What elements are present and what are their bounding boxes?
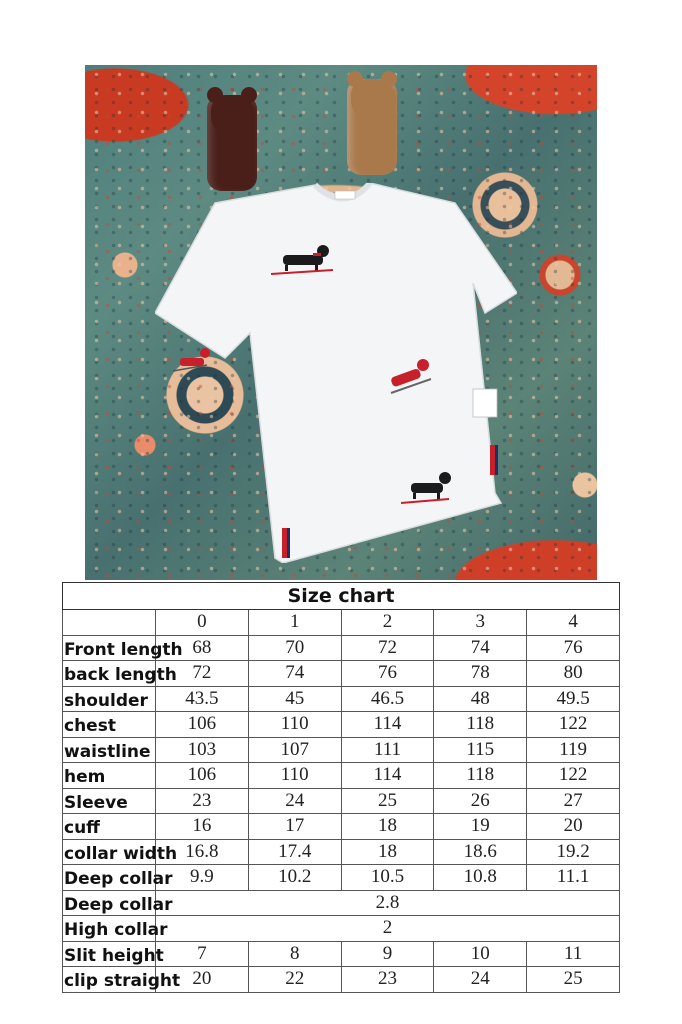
size-chart [62, 582, 620, 993]
value-cell: 68 [156, 635, 249, 661]
value-cell: 115 [434, 737, 527, 763]
table-row [63, 737, 620, 763]
size-chart-table [62, 610, 620, 993]
value-cell: 20 [527, 814, 620, 840]
value-cell: 24 [248, 788, 341, 814]
tan-bear-figurine [347, 79, 397, 175]
value-cell: 114 [341, 712, 434, 738]
value-cell: 76 [341, 661, 434, 687]
table-row [63, 635, 620, 661]
value-cell: 16.8 [156, 839, 249, 865]
value-cell: 49.5 [527, 686, 620, 712]
value-cell: 72 [156, 661, 249, 687]
size-header-row [63, 610, 620, 635]
value-cell: 114 [341, 763, 434, 789]
value-cell: 43.5 [156, 686, 249, 712]
table-row-merged [63, 890, 620, 916]
value-cell: 74 [434, 635, 527, 661]
table-row [63, 686, 620, 712]
value-cell: 17 [248, 814, 341, 840]
table-row [63, 788, 620, 814]
value-cell: 110 [248, 763, 341, 789]
size-header: 4 [527, 610, 620, 635]
value-cell: 76 [527, 635, 620, 661]
row-label: back length [63, 661, 156, 687]
value-cell: 119 [527, 737, 620, 763]
product-photo [85, 65, 597, 580]
value-cell: 23 [341, 967, 434, 993]
value-cell: 24 [434, 967, 527, 993]
merged-value-cell: 2.8 [156, 890, 620, 916]
value-cell: 18.6 [434, 839, 527, 865]
table-row [63, 941, 620, 967]
value-cell: 78 [434, 661, 527, 687]
value-cell: 25 [527, 967, 620, 993]
tshirt-illustration [155, 183, 517, 563]
table-row [63, 661, 620, 687]
merged-value-cell: 2 [156, 916, 620, 942]
value-cell: 22 [248, 967, 341, 993]
value-cell: 27 [527, 788, 620, 814]
row-label: shoulder [63, 686, 156, 712]
value-cell: 122 [527, 712, 620, 738]
value-cell: 74 [248, 661, 341, 687]
row-label: Deep collar [63, 865, 156, 891]
value-cell: 9 [341, 941, 434, 967]
table-row [63, 763, 620, 789]
value-cell: 8 [248, 941, 341, 967]
value-cell: 45 [248, 686, 341, 712]
table-row [63, 814, 620, 840]
value-cell: 17.4 [248, 839, 341, 865]
value-cell: 80 [527, 661, 620, 687]
table-row [63, 839, 620, 865]
size-header: 1 [248, 610, 341, 635]
dachshund-motif-2 [173, 348, 210, 371]
value-cell: 70 [248, 635, 341, 661]
dark-bear-figurine [207, 95, 257, 191]
row-label: clip straight [63, 967, 156, 993]
value-cell: 106 [156, 763, 249, 789]
row-label: waistline [63, 737, 156, 763]
size-header: 0 [156, 610, 249, 635]
white-tshirt [155, 183, 517, 563]
value-cell: 19 [434, 814, 527, 840]
row-label: chest [63, 712, 156, 738]
row-label: Deep collar [63, 890, 156, 916]
table-row [63, 967, 620, 993]
value-cell: 103 [156, 737, 249, 763]
row-label: Sleeve [63, 788, 156, 814]
value-cell: 25 [341, 788, 434, 814]
value-cell: 20 [156, 967, 249, 993]
value-cell: 118 [434, 712, 527, 738]
value-cell: 26 [434, 788, 527, 814]
value-cell: 122 [527, 763, 620, 789]
row-label: Front length [63, 635, 156, 661]
row-label: High collar [63, 916, 156, 942]
value-cell: 10.8 [434, 865, 527, 891]
value-cell: 111 [341, 737, 434, 763]
size-chart-title: Size chart [62, 582, 620, 610]
value-cell: 18 [341, 814, 434, 840]
value-cell: 7 [156, 941, 249, 967]
value-cell: 110 [248, 712, 341, 738]
value-cell: 16 [156, 814, 249, 840]
size-header: 2 [341, 610, 434, 635]
row-label: cuff [63, 814, 156, 840]
row-label: hem [63, 763, 156, 789]
corner-cell [63, 610, 156, 635]
value-cell: 72 [341, 635, 434, 661]
value-cell: 11.1 [527, 865, 620, 891]
value-cell: 118 [434, 763, 527, 789]
value-cell: 46.5 [341, 686, 434, 712]
row-label: collar width [63, 839, 156, 865]
value-cell: 11 [527, 941, 620, 967]
value-cell: 10.2 [248, 865, 341, 891]
value-cell: 107 [248, 737, 341, 763]
value-cell: 23 [156, 788, 249, 814]
size-header: 3 [434, 610, 527, 635]
value-cell: 10 [434, 941, 527, 967]
value-cell: 19.2 [527, 839, 620, 865]
value-cell: 9.9 [156, 865, 249, 891]
value-cell: 18 [341, 839, 434, 865]
table-row [63, 712, 620, 738]
value-cell: 106 [156, 712, 249, 738]
table-row-merged [63, 916, 620, 942]
value-cell: 10.5 [341, 865, 434, 891]
table-row [63, 865, 620, 891]
value-cell: 48 [434, 686, 527, 712]
row-label: Slit height [63, 941, 156, 967]
